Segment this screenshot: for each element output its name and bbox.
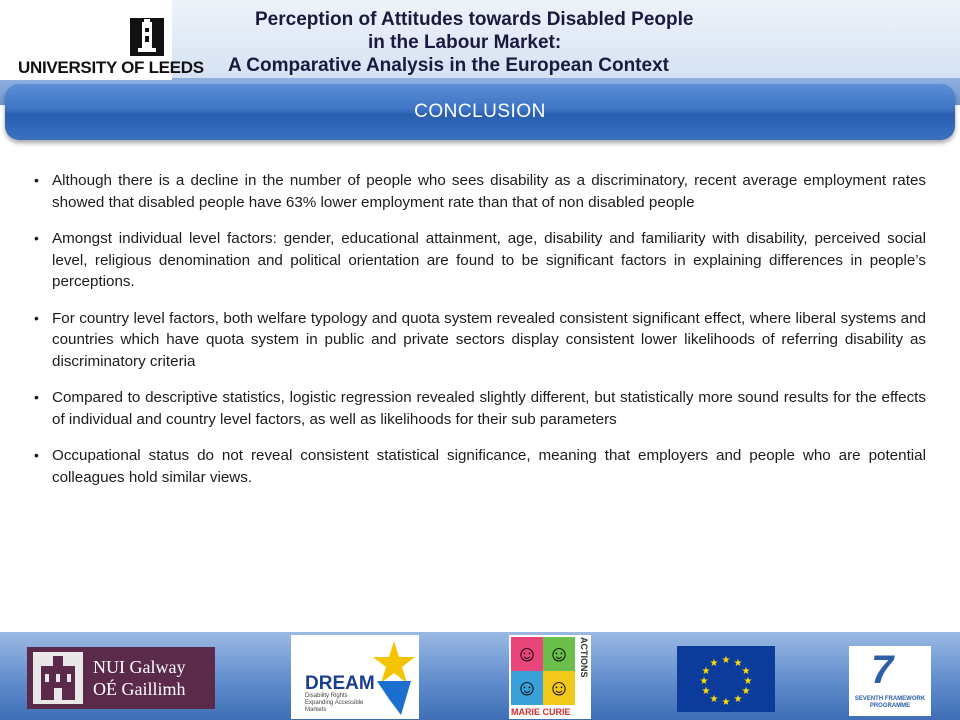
svg-text:★: ★ [741, 686, 751, 697]
marie-curie-portraits [511, 637, 575, 705]
svg-text:★: ★ [699, 676, 709, 687]
title-line-1: Perception of Attitudes towards Disabled People [255, 9, 694, 30]
nui-line-2: OÉ Gaillimh [93, 679, 186, 699]
leeds-tower-icon [130, 18, 164, 56]
bullet-list [34, 170, 926, 503]
section-title: CONCLUSION [414, 101, 546, 122]
bullet-text: Amongst individual level factors: gender, educational attainment, age, disability and familiarity with disability, perceived social level, religious denomination and political orientation are found to be significant factors in explaining differences in people’s perceptions. [52, 230, 926, 290]
bullet-icon: • [34, 230, 39, 246]
svg-text:★: ★ [741, 666, 751, 677]
page-title [180, 8, 840, 77]
bullet-icon: • [34, 389, 39, 405]
eu-stars-icon [677, 646, 775, 712]
svg-text:★: ★ [721, 655, 731, 666]
section-banner [5, 84, 955, 140]
portrait-icon: ☺ [511, 637, 543, 671]
footer-logo-bar [0, 632, 960, 720]
dream-wordmark: DREAM [305, 673, 375, 694]
fp7-label: SEVENTH FRAMEWORK PROGRAMME [854, 696, 926, 709]
svg-text:★: ★ [701, 666, 711, 677]
bullet-text: Occupational status do not reveal consistent statistical significance, meaning that employers and people who are potential colleagues hold similar views. [52, 447, 926, 486]
seventh-framework-programme-logo [849, 646, 931, 716]
star-icon [371, 641, 417, 715]
actions-label: ACTIONS [579, 637, 589, 678]
svg-text:★: ★ [709, 694, 719, 705]
nui-galway-logo [27, 647, 215, 709]
fp7-seven-icon: 7 [871, 648, 894, 692]
nui-building-icon [33, 652, 83, 704]
svg-text:★: ★ [701, 686, 711, 697]
dream-logo [291, 635, 419, 719]
bullet-icon: • [34, 447, 39, 463]
svg-text:★: ★ [721, 697, 731, 708]
marie-curie-actions-logo [509, 635, 591, 719]
bullet-text: Although there is a decline in the number of people who sees disability as a discriminatory, recent average employment rates showed that disabled people have 63% lower employment rate than that of non disabled people [52, 172, 926, 211]
bullet-text: For country level factors, both welfare typology and quota system revealed consistent significant effect, where liberal systems and countries which have quota system in public and private sectors display consistent lower likelihoods of referring disability as discriminatory criteria [52, 309, 926, 370]
list-item [34, 308, 926, 373]
dream-tagline: Disability Rights Expanding Accessible Markets [305, 693, 364, 713]
list-item [34, 228, 926, 293]
university-of-leeds-logo [0, 0, 204, 80]
svg-text:★: ★ [733, 694, 743, 705]
list-item [34, 445, 926, 488]
bullet-icon: • [34, 172, 39, 188]
title-line-2: in the Labour Market: [368, 32, 562, 53]
eu-flag-logo [677, 646, 775, 712]
portrait-icon: ☺ [543, 637, 575, 671]
svg-text:★: ★ [709, 658, 719, 669]
leeds-logo-text: UNIVERSITY OF LEEDS [18, 58, 204, 77]
list-item [34, 170, 926, 213]
list-item [34, 387, 926, 430]
bullet-text: Compared to descriptive statistics, logistic regression revealed slightly different, but statistically more sound results for the effects of individual and country level factors, as well as likelihoods for their sub parameters [52, 389, 926, 428]
marie-curie-label: MARIE CURIE [511, 707, 571, 717]
svg-text:★: ★ [743, 676, 753, 687]
bullet-icon: • [34, 309, 39, 326]
portrait-icon: ☺ [511, 671, 543, 705]
svg-text:★: ★ [733, 658, 743, 669]
portrait-icon: ☺ [543, 671, 575, 705]
nui-line-1: NUI Galway [93, 657, 186, 677]
title-line-3: A Comparative Analysis in the European Context [228, 55, 669, 76]
